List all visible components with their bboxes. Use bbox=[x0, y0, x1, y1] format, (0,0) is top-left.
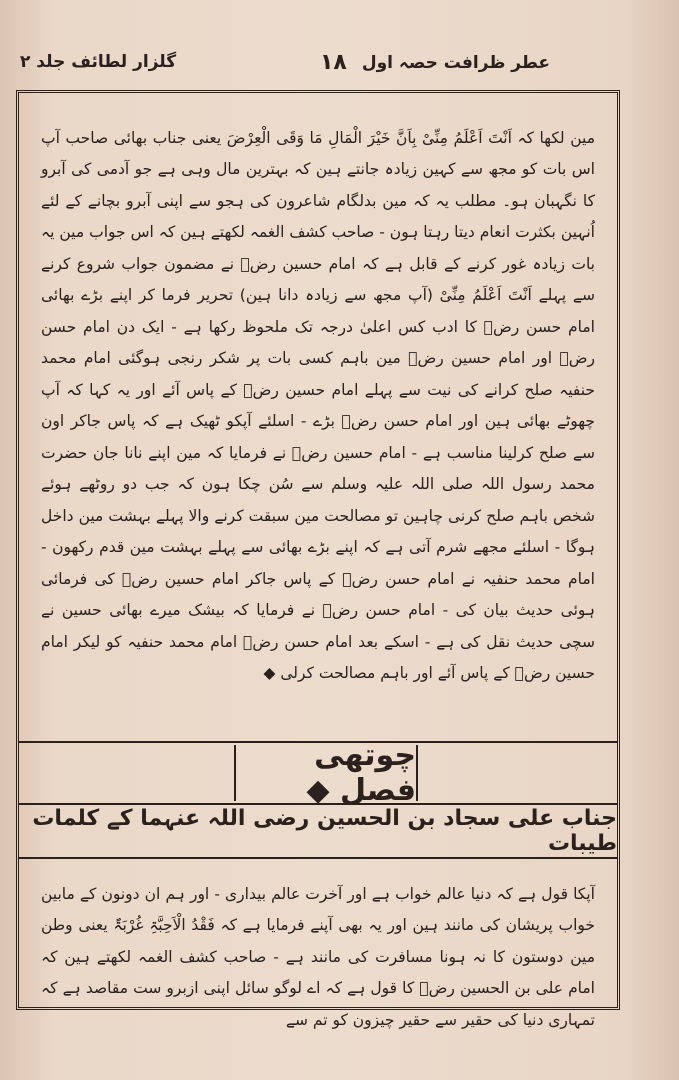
divider-bottom bbox=[19, 857, 617, 859]
chapter-heading: چوتھی فصل ◆ bbox=[234, 745, 418, 801]
running-header bbox=[20, 50, 660, 86]
section-subheading: جناب علی سجاد بن الحسین رضی اللہ عنہما کے کلمات طیبات bbox=[32, 806, 617, 856]
divider-middle bbox=[19, 803, 617, 805]
book-title-right: عطر ظرافت حصہ اول bbox=[361, 53, 550, 73]
section2-paragraph: آپکا قول ہے کہ دنیا عالم خواب ہے اور آخرت عالم بیداری - اور ہم ان دونون کے مابین خواب پریشان کی مانند ہین اور یہ بھی آپنے فرمایا ہے کہ فَقْدُ الْاَحِبَّۃِ غُرْبَۃٌ یعنی وطن مین دوستون کا نہ ہونا مسافرت کی مانند ہے - صاحب کشف الغمہ لکھتے ہین کہ امام علی بن الحسین رضؓ کا قول ہے کہ اے لوگو سائل اپنی ازبرو ست مقاصد ہے کہ تمہاری دنیا کی حقیر سے حقیر چیزون کو تم سے bbox=[41, 884, 595, 1029]
text-frame bbox=[16, 90, 620, 1029]
section1-paragraph: مین لکھا کہ اَنْتَ اَعْلَمُ مِنِّیْ بِاَنَّ خَیْرَ الْمَالِ مَا وَقَی الْعِرْضَ یعنی جناب بھائی صاحب آپ اس بات کو مجھ سے کہین زیادہ جانتے ہین کہ بہترین مال وہی ہے جو آدمی کی آبرو کا نگہبان ہو۔ مطلب یہ کہ مین بدلگام شاعرون کی ہجو سے اپنی آبرو بچانے کے لئے اُنہین بکثرت انعام دیتا رہتا ہون - صاحب کشف الغمہ لکھتے ہین کہ اس جواب مین یہ بات زیادہ غور کرنے کے قابل ہے کہ امام حسین رضؓ نے مضمون جواب شروع کرنے سے پہلے اَنْتَ اَعْلَمُ مِنِّیْ (آپ مجھ سے زیادہ دانا ہین) تحریر فرما کر اپنے بڑے بھائی امام حسن رضؓ کا ادب کس اعلیٰ درجہ تک ملحوظ رکھا ہے - ایک دن امام حسن رضؓ اور امام حسین رضؓ مین باہم کسی بات پر شکر رنجی ہوگئی امام محمد حنفیہ صلح کرانے کی نیت سے پہلے امام حسین رضؓ کے پاس آئے اور یہ کہا کہ آپ چھوٹے بھائی ہین اور امام حسن رضؓ بڑے - اسلئے آپکو ٹھیک ہے کہ پاس جاکر اون سے صلح کرلینا مناسب ہے - امام حسین رضؓ نے فرمایا کہ مین اپنے نانا جان حضرت محمد رسول اللہ صلی اللہ علیہ وسلم سے سُن چکا ہون کہ جب دو روٹھے ہوئے شخص باہم صلح کرنی چاہین تو مصالحت مین سبقت کرنے والا پہلے بہشت مین داخل ہوگا - اسلئے مجھے شرم آتی ہے کہ اپنے بڑے بھائی سے پہلے بہشت مین قدم رکھون - امام محمد حنفیہ نے امام حسن رضؓ کے پاس جاکر امام حسین رضؓ کی فرمائی ہوئی حدیث بیان کی - امام حسن رضؓ نے فرمایا کہ بیشک میرے بھائی حسین نے سچی حدیث نقل کی ہے - اسکے بعد امام حسن رضؓ امام محمد حنفیہ کو لیکر امام حسین رضؓ کے پاس آئے اور باہم مصالحت کرلی ◆ bbox=[41, 128, 595, 682]
book-title-left: گلزار لطائف جلد ۲ bbox=[20, 52, 177, 72]
page-number: ۱۸ bbox=[320, 50, 347, 75]
